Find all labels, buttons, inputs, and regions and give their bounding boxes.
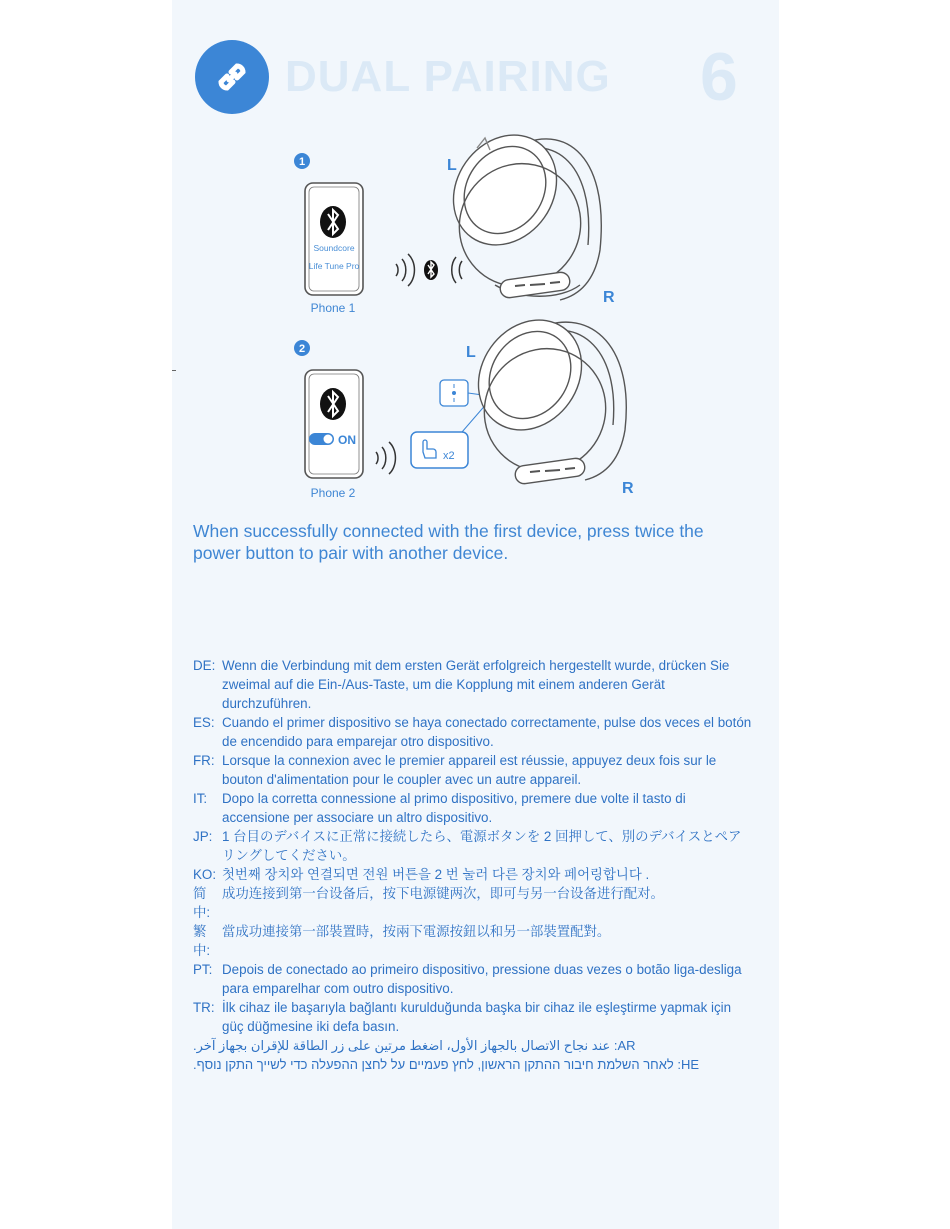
translation-fr: FR: Lorsque la connexion avec le premier appareil est réussie, appuyez deux fois sur le bouton d'alimentation pour le coupler avec un autre appareil. [193, 753, 717, 787]
translation-ar: AR: عند نجاح الاتصال بالجهاز الأول، اضغط مرتين على زر الطاقة للإقران بجهاز آخر. [193, 1038, 636, 1053]
press-twice-indicator [411, 380, 490, 468]
app-model: Life Tune Pro [308, 261, 360, 271]
translation-pt: PT: Depois de conectado ao primeiro dispositivo, pressione duas vezes o botão liga-desliga para emparelhar com outro dispositivo. [193, 962, 742, 996]
translation-de: DE: Wenn die Verbindung mit dem ersten Gerät erfolgreich hergestellt wurde, drücken Sie zweimal auf die Ein-/Aus-Taste, um die Kopplung mit einem anderen Gerät durchzuführen. [193, 658, 730, 711]
page-title: DUAL PAIRING [285, 52, 611, 101]
svg-text:1: 1 [298, 156, 306, 168]
phone-1 [305, 183, 363, 315]
signal-waves-icon [376, 442, 395, 474]
phone-1-label: Phone 1 [310, 301, 356, 315]
translation-es: ES: Cuando el primer dispositivo se haya conectado correctamente, pulse dos veces el botón de encendido para emparejar otro dispositivo. [193, 715, 752, 749]
translation-tr: TR: İlk cihaz ile başarıyla bağlantı kurulduğunda başka bir cihaz ile eşleştirme yapmak için güç düğmesine iki defa basın. [193, 1000, 732, 1034]
translation-it: IT: Dopo la corretta connessione al primo dispositivo, premere due volte il tasto di accensione per associare un altro dispositivo. [193, 791, 686, 825]
phone-2 [305, 370, 363, 500]
bluetooth-signal-icon [396, 254, 462, 286]
left-label-2: L [466, 344, 476, 361]
bluetooth-icon [320, 388, 346, 420]
left-label-1: L [447, 157, 457, 174]
svg-text:x2: x2 [443, 450, 455, 462]
translations-list [193, 656, 753, 1074]
headphones-step-1 [432, 115, 604, 310]
translation-ko: KO: 첫번째 장치와 연결되면 전원 버튼을 2 번 눌러 다른 장치와 페어링합니다 . [193, 867, 650, 882]
pairing-illustration [0, 0, 950, 510]
phone-2-label: Phone 2 [310, 486, 356, 500]
bluetooth-icon [320, 206, 346, 238]
svg-text:2: 2 [298, 343, 306, 355]
svg-text:ON: ON [338, 433, 356, 447]
app-name: Soundcore [313, 243, 355, 253]
instruction-caption: When successfully connected with the first device, press twice the power button to pair with another device. [193, 521, 704, 563]
step-2-badge [294, 340, 310, 356]
translation-zh-hant: 繁中: 當成功連接第一部裝置時，按兩下電源按鈕以和另一部裝置配對。 [193, 924, 611, 958]
translation-zh-hans: 简中: 成功连接到第一台设备后，按下电源键两次，即可与另一台设备进行配对。 [193, 886, 664, 920]
right-label-2: R [622, 480, 634, 497]
headphones-step-2 [457, 300, 629, 495]
right-label-1: R [603, 289, 615, 306]
step-1-badge [294, 153, 310, 169]
page-number: 6 [700, 39, 738, 115]
translation-he: HE: לאחר השלמת חיבור ההתקן הראשון, לחץ פעמיים על לחצן ההפעלה כדי לשייך התקן נוסף. [193, 1057, 700, 1072]
translation-jp: JP: 1 台目のデバイスに正常に接続したら、電源ボタンを 2 回押して、別のデバイスとペアリングしてください。 [193, 829, 742, 863]
